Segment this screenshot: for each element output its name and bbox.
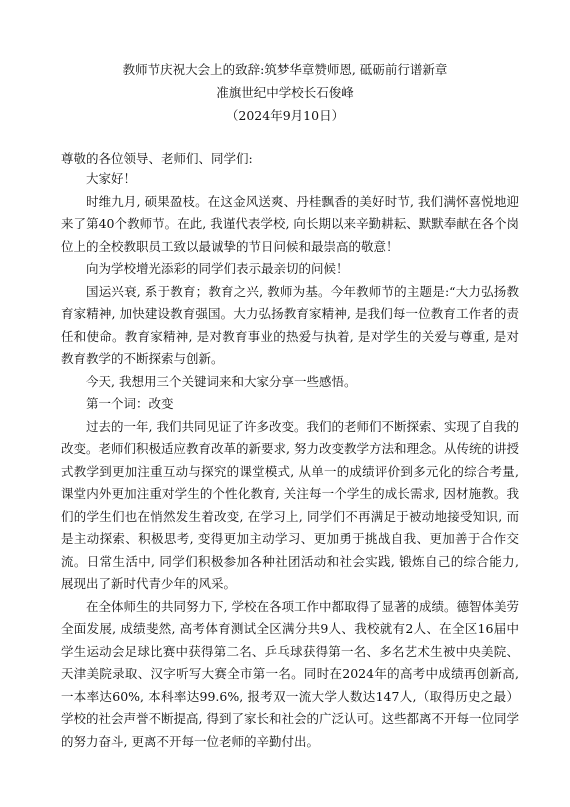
paragraph: 国运兴衰, 系于教育；教育之兴, 教师为基。今年教师节的主题是:“大力弘扬教育家精神, 加快建设教育强国。大力弘扬教育家精神, 是我们每一位教育工作者的责任和使命。教育家精神, 是对教育事业的热爱与执着, 是对学生的关爱与尊重, 是对教育教学的不断探索与创新。 — [61, 283, 519, 366]
section-heading: 第一个词：改变 — [86, 396, 174, 411]
speech-author: 准旗世纪中学校长石俊峰 — [216, 85, 354, 100]
paragraph: 在全体师生的共同努力下, 学校在各项工作中都取得了显著的成绩。德智体美劳全面发展, 成绩斐然, 高考体育测试全区满分共9人、我校就有2人、在全区16届中学生运动会足球比赛中获得第二名、乒乓球获得第一名、多名艺术生被中央美院、天津美院录取、汉字听写大赛全市第一名。同时在2024年的高考中成绩再创新高, 一本率达60%, 本科率达99.6%, 报考双一流大学人数达147人,（取得历史之最）学校的社会声誉不断提高, 得到了家长和社会的广泛认可。这些都离不开每一位同学的努力奋斗, 更离不开每一位老师的辛勤付出。 — [61, 598, 519, 749]
paragraph-greeting: 大家好！ — [86, 171, 137, 186]
speech-body — [61, 168, 519, 753]
paragraph: 向为学校增光添彩的同学们表示最亲切的问候！ — [86, 261, 349, 276]
speech-title: 教师节庆祝大会上的致辞:筑梦华章赞师恩, 砥砺前行谱新章 — [122, 62, 448, 77]
paragraph: 过去的一年, 我们共同见证了许多改变。我们的老师们不断探索、实现了自我的改变。老师们积极适应教育改革的新要求, 努力改变教学方法和理念。从传统的讲授式教学到更加注重互动与探究的课堂模式, 从单一的成绩评价到多元化的综合考量, 课堂内外更加注重对学生的个性化教育, 关注每一个学生的成长需求, 因材施教。我们的学生们也在悄然发生着改变, 在学习上, 同学们不再满足于被动地接受知识, 而是主动探索、积极思考, 变得更加主动学习、更加勇于挑战自我、更加善于合作交流。日常生活中, 同学们积极参加各种社团活动和社会实践, 锻炼自己的综合能力, 展现出了新时代青少年的风采。 — [61, 418, 519, 591]
salutation: 尊敬的各位领导、老师们、同学们: — [61, 151, 253, 166]
speech-date: （2024年9月10日） — [225, 108, 345, 123]
paragraph: 时维九月, 硕果盈枝。在这金风送爽、丹桂飘香的美好时节, 我们满怀喜悦地迎来了第40个教师节。在此, 我谨代表学校, 向长期以来辛勤耕耘、默默奉献在各个岗位上的全校教职员工致以最诚挚的节日问候和最崇高的敬意！ — [61, 193, 519, 254]
paragraph: 今天, 我想用三个关键词来和大家分享一些感悟。 — [86, 373, 357, 389]
